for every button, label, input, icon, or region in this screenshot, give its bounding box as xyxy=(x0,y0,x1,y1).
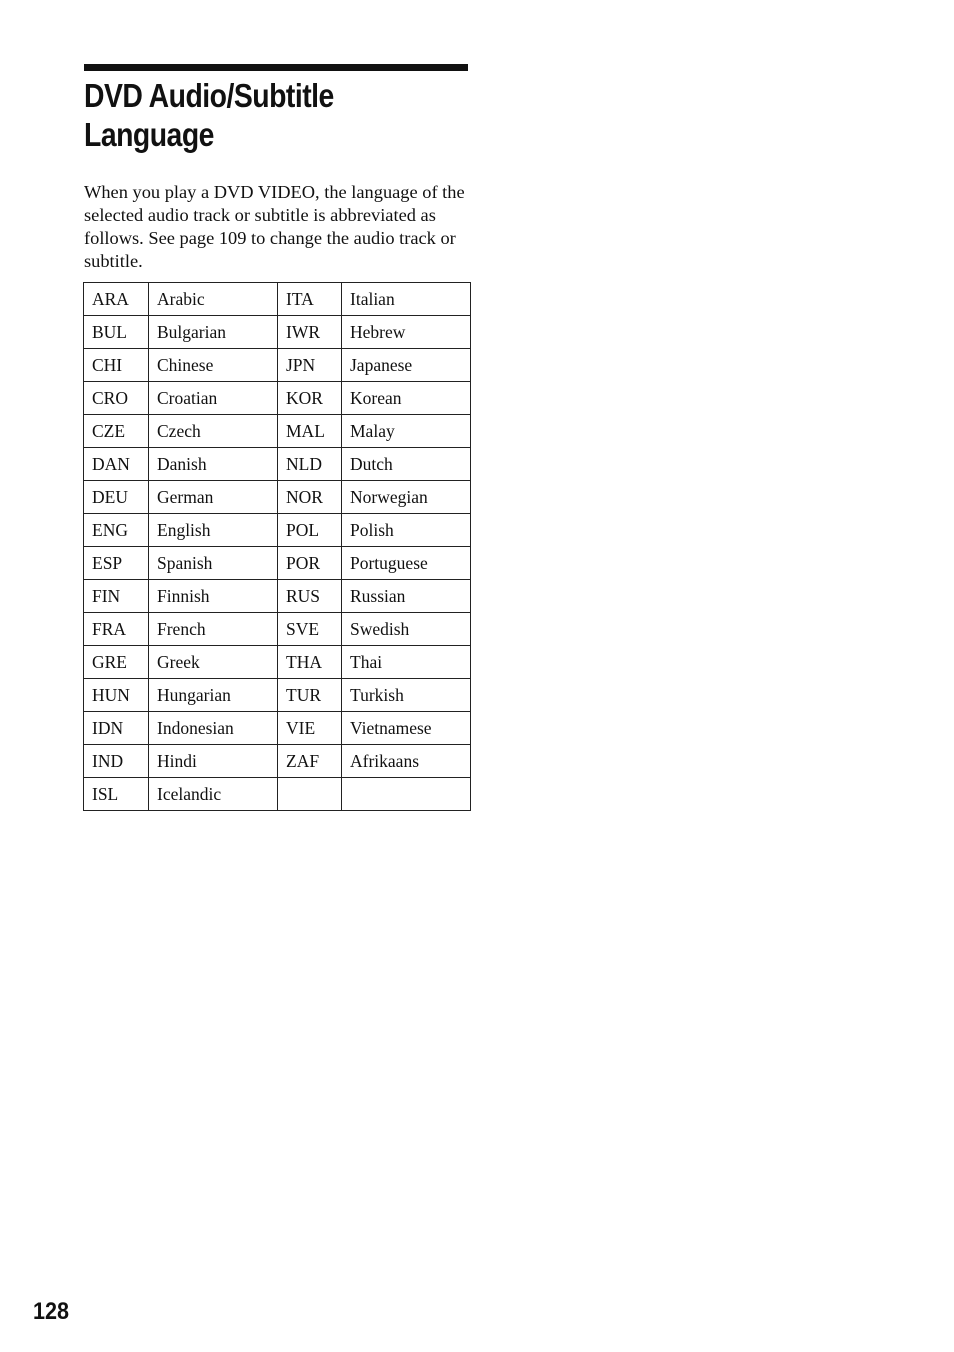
language-name-cell: Russian xyxy=(342,580,471,613)
language-name-cell: Danish xyxy=(149,448,278,481)
language-code-cell: ZAF xyxy=(278,745,342,778)
language-code-cell: ARA xyxy=(84,283,149,316)
language-name-cell: Bulgarian xyxy=(149,316,278,349)
language-code-cell: IDN xyxy=(84,712,149,745)
language-name-cell: Croatian xyxy=(149,382,278,415)
language-code-cell: IWR xyxy=(278,316,342,349)
language-code-cell: CHI xyxy=(84,349,149,382)
language-name-cell xyxy=(342,778,471,811)
table-row xyxy=(84,712,471,745)
language-code-table xyxy=(83,282,471,811)
language-code-cell: TUR xyxy=(278,679,342,712)
table-row xyxy=(84,580,471,613)
language-code-cell: IND xyxy=(84,745,149,778)
language-code-cell: DEU xyxy=(84,481,149,514)
language-name-cell: Czech xyxy=(149,415,278,448)
language-name-cell: Finnish xyxy=(149,580,278,613)
language-name-cell: Italian xyxy=(342,283,471,316)
language-code-cell: BUL xyxy=(84,316,149,349)
language-name-cell: Afrikaans xyxy=(342,745,471,778)
language-code-cell: NOR xyxy=(278,481,342,514)
language-code-cell: JPN xyxy=(278,349,342,382)
language-name-cell: Vietnamese xyxy=(342,712,471,745)
language-code-cell: POR xyxy=(278,547,342,580)
language-name-cell: Norwegian xyxy=(342,481,471,514)
table-row xyxy=(84,382,471,415)
language-name-cell: Icelandic xyxy=(149,778,278,811)
table-row xyxy=(84,316,471,349)
language-code-cell: VIE xyxy=(278,712,342,745)
language-name-cell: Japanese xyxy=(342,349,471,382)
language-name-cell: Thai xyxy=(342,646,471,679)
table-row xyxy=(84,613,471,646)
language-code-cell: FIN xyxy=(84,580,149,613)
language-code-cell: SVE xyxy=(278,613,342,646)
language-code-cell: MAL xyxy=(278,415,342,448)
language-table-body xyxy=(84,283,471,811)
language-code-cell: RUS xyxy=(278,580,342,613)
table-row xyxy=(84,778,471,811)
language-name-cell: Hindi xyxy=(149,745,278,778)
language-name-cell: Turkish xyxy=(342,679,471,712)
language-code-cell: GRE xyxy=(84,646,149,679)
language-name-cell: Malay xyxy=(342,415,471,448)
title-rule xyxy=(84,64,468,71)
language-name-cell: Swedish xyxy=(342,613,471,646)
page-number: 128 xyxy=(33,1298,70,1325)
table-row xyxy=(84,514,471,547)
language-name-cell: Spanish xyxy=(149,547,278,580)
language-code-cell: HUN xyxy=(84,679,149,712)
language-name-cell: Indonesian xyxy=(149,712,278,745)
language-name-cell: Korean xyxy=(342,382,471,415)
language-name-cell: French xyxy=(149,613,278,646)
table-row xyxy=(84,745,471,778)
page-title xyxy=(84,76,428,154)
table-row xyxy=(84,349,471,382)
language-name-cell: Portuguese xyxy=(342,547,471,580)
language-code-cell: DAN xyxy=(84,448,149,481)
language-code-cell: KOR xyxy=(278,382,342,415)
language-code-cell: THA xyxy=(278,646,342,679)
language-code-cell: ISL xyxy=(84,778,149,811)
language-code-cell: NLD xyxy=(278,448,342,481)
language-name-cell: Polish xyxy=(342,514,471,547)
table-row xyxy=(84,481,471,514)
language-name-cell: Dutch xyxy=(342,448,471,481)
page-title-line-2: Language xyxy=(84,116,214,153)
language-code-cell xyxy=(278,778,342,811)
language-code-cell: ENG xyxy=(84,514,149,547)
language-name-cell: Hungarian xyxy=(149,679,278,712)
table-row xyxy=(84,679,471,712)
language-name-cell: Arabic xyxy=(149,283,278,316)
language-code-cell: POL xyxy=(278,514,342,547)
language-name-cell: German xyxy=(149,481,278,514)
table-row xyxy=(84,415,471,448)
language-name-cell: Hebrew xyxy=(342,316,471,349)
language-code-cell: FRA xyxy=(84,613,149,646)
language-name-cell: Greek xyxy=(149,646,278,679)
page-title-line-1: DVD Audio/Subtitle xyxy=(84,77,334,114)
intro-paragraph: When you play a DVD VIDEO, the language of the selected audio track or subtitle is abbreviated as follows. See page 109 to change the audio track or subtitle. xyxy=(84,182,465,271)
language-code-cell: ITA xyxy=(278,283,342,316)
language-code-cell: ESP xyxy=(84,547,149,580)
table-row xyxy=(84,283,471,316)
language-name-cell: Chinese xyxy=(149,349,278,382)
table-row xyxy=(84,448,471,481)
table-row xyxy=(84,646,471,679)
language-code-cell: CZE xyxy=(84,415,149,448)
table-row xyxy=(84,547,471,580)
language-name-cell: English xyxy=(149,514,278,547)
language-code-cell: CRO xyxy=(84,382,149,415)
